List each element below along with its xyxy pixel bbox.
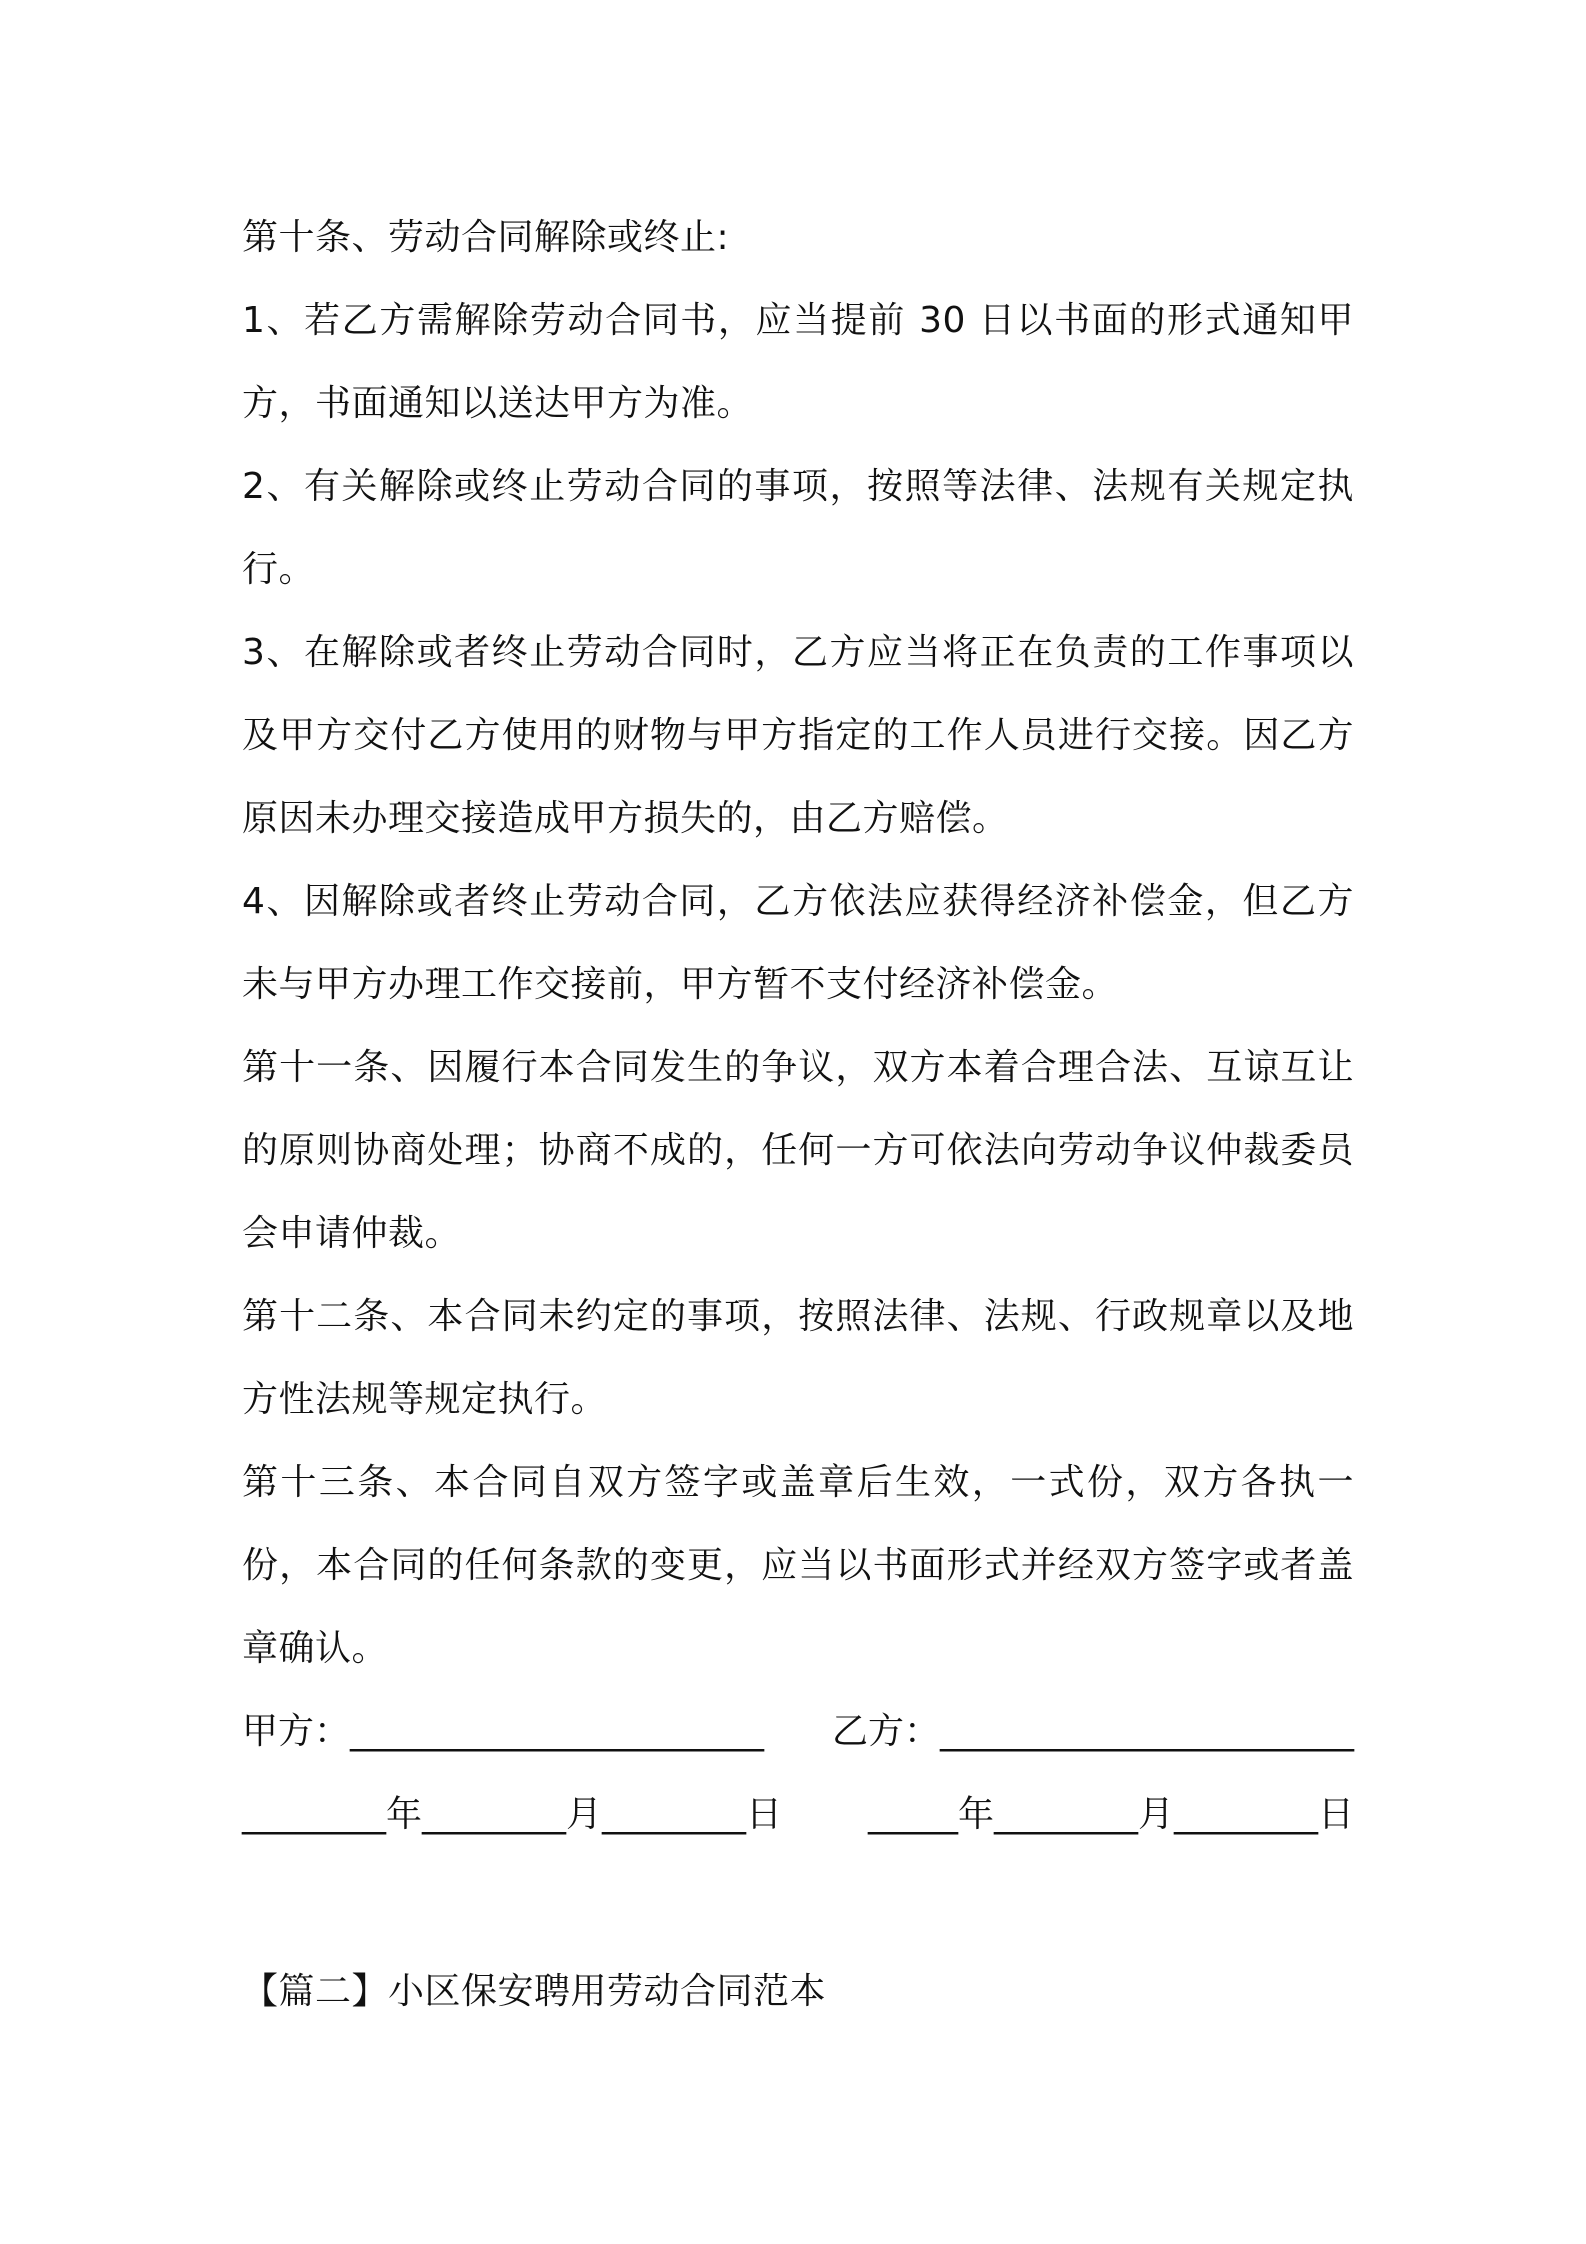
clause-11: 第十一条、因履行本合同发生的争议，双方本着合理合法、互谅互让的原则协商处理；协商不成的，任何一方可依法向劳动争议仲裁委员会申请仲裁。 — [242, 1047, 1354, 1254]
clause-13: 第十三条、本合同自双方签字或盖章后生效，一式份，双方各执一份，本合同的任何条款的变更，应当以书面形式并经双方签字或者盖章确认。 — [242, 1462, 1354, 1669]
party-b-date-line: _____年________月________日 — [868, 1794, 1354, 1835]
document-body — [242, 196, 1354, 1856]
signature-row — [242, 1690, 1354, 1773]
clause-12: 第十二条、本合同未约定的事项，按照法律、法规、行政规章以及地方性法规等规定执行。 — [242, 1296, 1354, 1420]
clause-10-item-3: 3、在解除或者终止劳动合同时，乙方应当将正在负责的工作事项以及甲方交付乙方使用的财物与甲方指定的工作人员进行交接。因乙方原因未办理交接造成甲方损失的，由乙方赔偿。 — [242, 632, 1354, 839]
clause-10-item-2: 2、有关解除或终止劳动合同的事项，按照等法律、法规有关规定执行。 — [242, 466, 1354, 590]
party-a-signature-line: 甲方：_______________________ — [242, 1711, 765, 1752]
section-title: 【篇二】小区保安聘用劳动合同范本 — [242, 1971, 827, 2012]
party-b-signature-line: 乙方：_______________________ — [831, 1711, 1354, 1752]
clause-10-item-1: 1、若乙方需解除劳动合同书，应当提前 30 日以书面的形式通知甲方，书面通知以送达甲方为准。 — [242, 300, 1354, 424]
date-row — [242, 1773, 1354, 1856]
clause-10-heading: 第十条、劳动合同解除或终止: — [242, 217, 730, 258]
clause-10-item-4: 4、因解除或者终止劳动合同，乙方依法应获得经济补偿金，但乙方未与甲方办理工作交接前，甲方暂不支付经济补偿金。 — [242, 881, 1354, 1005]
party-a-date-line: ________年________月________日 — [242, 1794, 782, 1835]
